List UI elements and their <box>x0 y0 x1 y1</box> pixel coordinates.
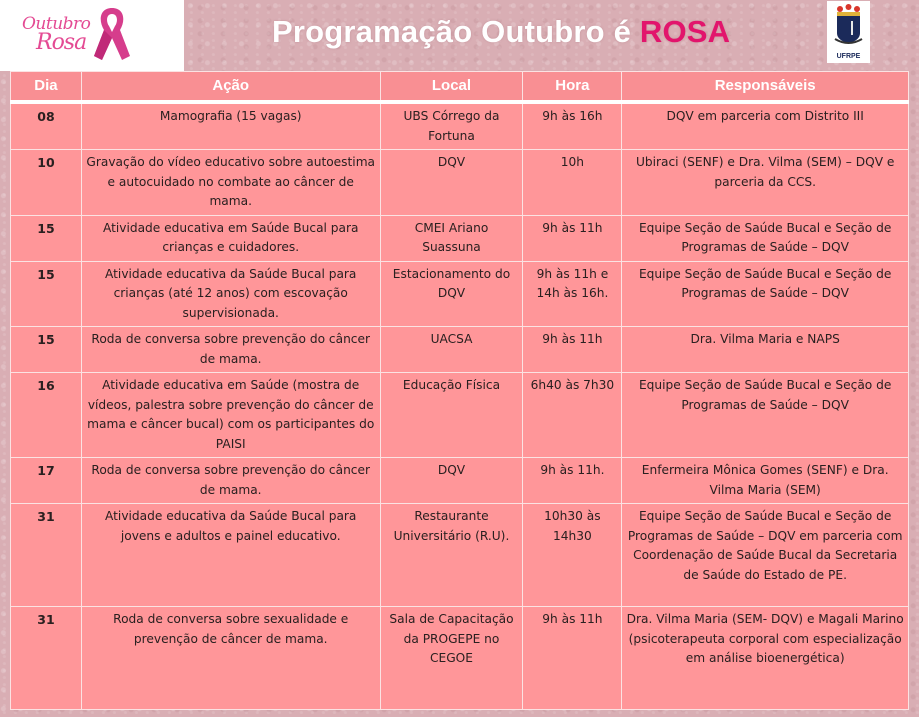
cell-local: UACSA <box>380 327 523 373</box>
column-header-hora: Hora <box>523 72 622 103</box>
cell-dia: 10 <box>11 150 82 216</box>
cell-hora: 9h às 11h. <box>523 458 622 504</box>
cell-responsaveis: Dra. Vilma Maria e NAPS <box>622 327 909 373</box>
cell-local: Educação Física <box>380 373 523 458</box>
cell-dia: 15 <box>11 261 82 327</box>
cell-dia: 17 <box>11 458 82 504</box>
ufrpe-label: UFRPE <box>836 53 861 60</box>
cell-acao: Atividade educativa da Saúde Bucal para crianças (até 12 anos) com escovação supervisionada. <box>81 261 380 327</box>
cell-responsaveis: Ubiraci (SENF) e Dra. Vilma (SEM) – DQV e parceria da CCS. <box>622 150 909 216</box>
cell-local: Sala de Capacitação da PROGEPE no CEGOE <box>380 607 523 710</box>
university-crest-icon <box>827 1 870 49</box>
cell-responsaveis: Dra. Vilma Maria (SEM- DQV) e Magali Marino (psicoterapeuta corporal com especialização em análise bioenergética) <box>622 607 909 710</box>
cell-hora: 6h40 às 7h30 <box>523 373 622 458</box>
cell-local: UBS Córrego da Fortuna <box>380 102 523 150</box>
logo-text-rosa: Rosa <box>36 30 87 55</box>
cell-hora: 9h às 11h <box>523 607 622 710</box>
table-row <box>11 327 909 373</box>
cell-acao: Gravação do vídeo educativo sobre autoestima e autocuidado no combate ao câncer de mama. <box>81 150 380 216</box>
cell-responsaveis: Equipe Seção de Saúde Bucal e Seção de Programas de Saúde – DQV <box>622 373 909 458</box>
table-row <box>11 102 909 150</box>
table-row <box>11 150 909 216</box>
cell-dia: 31 <box>11 504 82 607</box>
cell-hora: 10h <box>523 150 622 216</box>
column-header-local: Local <box>380 72 523 103</box>
cell-dia: 15 <box>11 215 82 261</box>
cell-responsaveis: DQV em parceria com Distrito III <box>622 102 909 150</box>
schedule-table <box>10 71 909 710</box>
cell-hora: 9h às 11h e 14h às 16h. <box>523 261 622 327</box>
cell-local: Estacionamento do DQV <box>380 261 523 327</box>
page-title <box>272 14 730 50</box>
cell-acao: Roda de conversa sobre sexualidade e prevenção de câncer de mama. <box>81 607 380 710</box>
column-header-responsaveis: Responsáveis <box>622 72 909 103</box>
cell-acao: Mamografia (15 vagas) <box>81 102 380 150</box>
column-header-acao: Ação <box>81 72 380 103</box>
cell-hora: 9h às 11h <box>523 327 622 373</box>
ufrpe-logo <box>827 1 870 63</box>
table-row <box>11 458 909 504</box>
title-highlight: ROSA <box>639 14 731 49</box>
table-row <box>11 607 909 710</box>
cell-responsaveis: Equipe Seção de Saúde Bucal e Seção de Programas de Saúde – DQV <box>622 215 909 261</box>
cell-local: DQV <box>380 150 523 216</box>
cell-acao: Roda de conversa sobre prevenção do câncer de mama. <box>81 327 380 373</box>
cell-dia: 31 <box>11 607 82 710</box>
cell-hora: 9h às 11h <box>523 215 622 261</box>
cell-acao: Roda de conversa sobre prevenção do câncer de mama. <box>81 458 380 504</box>
table-row <box>11 504 909 607</box>
cell-hora: 9h às 16h <box>523 102 622 150</box>
logo-text-outubro: Outubro <box>22 14 91 34</box>
cell-acao: Atividade educativa em Saúde (mostra de vídeos, palestra sobre prevenção do câncer de mama e câncer bucal) com os participantes do PAISI <box>81 373 380 458</box>
cell-local: Restaurante Universitário (R.U). <box>380 504 523 607</box>
cell-responsaveis: Equipe Seção de Saúde Bucal e Seção de Programas de Saúde – DQV em parceria com Coordenação de Saúde Bucal da Secretaria de Saúde do Estado de PE. <box>622 504 909 607</box>
cell-dia: 08 <box>11 102 82 150</box>
table-row <box>11 261 909 327</box>
cell-responsaveis: Equipe Seção de Saúde Bucal e Seção de Programas de Saúde – DQV <box>622 261 909 327</box>
cell-hora: 10h30 às 14h30 <box>523 504 622 607</box>
outubro-rosa-logo <box>0 0 184 71</box>
pink-ribbon-icon <box>88 4 136 62</box>
table-row <box>11 215 909 261</box>
column-header-dia: Dia <box>11 72 82 103</box>
title-main: Programação Outubro é <box>272 14 640 49</box>
table-row <box>11 373 909 458</box>
cell-local: CMEI Ariano Suassuna <box>380 215 523 261</box>
cell-dia: 16 <box>11 373 82 458</box>
cell-acao: Atividade educativa em Saúde Bucal para crianças e cuidadores. <box>81 215 380 261</box>
cell-responsaveis: Enfermeira Mônica Gomes (SENF) e Dra. Vilma Maria (SEM) <box>622 458 909 504</box>
table-header-row <box>11 72 909 103</box>
cell-dia: 15 <box>11 327 82 373</box>
cell-local: DQV <box>380 458 523 504</box>
cell-acao: Atividade educativa da Saúde Bucal para jovens e adultos e painel educativo. <box>81 504 380 607</box>
